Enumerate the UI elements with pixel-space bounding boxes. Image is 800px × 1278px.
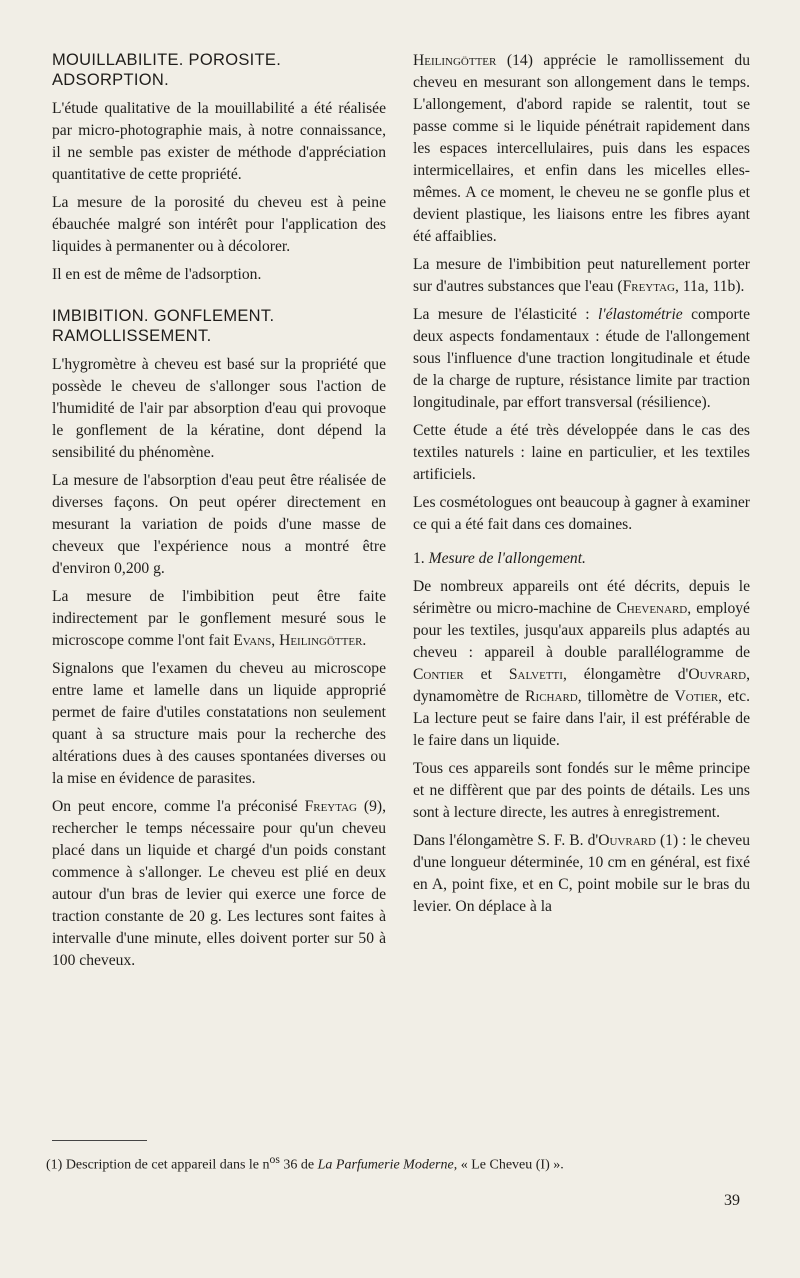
term-elastometrie: l'élastométrie xyxy=(597,306,683,323)
page-number: 39 xyxy=(724,1192,740,1209)
paragraph: De nombreux appareils ont été décrits, depuis le sérimètre ou micro-machine de Chevenard, employé pour les textiles, jusqu'aux appareils plus adaptés au cheveu : appareil à double parallélogramme de Contier et Salvetti, élongamètre d'Ouvrard, dynamomètre de Richard, tillomètre de Votier, etc. La lecture peut se faire dans l'air, il est préférable de le faire dans un liquide. xyxy=(413,578,750,749)
paragraph: Les cosmétologues ont beaucoup à gagner à examiner ce qui a été fait dans ces domaines. xyxy=(413,494,750,533)
paragraph: Dans l'élongamètre S. F. B. d'Ouvrard (1) : le cheveu d'une longueur déterminée, 10 cm en général, est fixé en A, point fixe, et en C, point mobile sur le bras du levier. On déplace à la xyxy=(413,832,750,915)
paragraph: La mesure de l'imbibition peut naturellement porter sur d'autres substances que l'eau (Freytag, 11a, 11b). xyxy=(413,256,750,295)
left-column xyxy=(52,50,386,978)
heading-mouillabilite: MOUILLABILITE. POROSITE. ADSORPTION. xyxy=(52,51,282,89)
author-name: Freytag xyxy=(304,798,357,815)
author-name: Evans, Heilingötter. xyxy=(233,632,367,649)
paragraph: Tous ces appareils sont fondés sur le même principe et ne diffèrent que par des points de détails. Les uns sont à lecture directe, les autres à enregistrement. xyxy=(413,760,750,821)
author-name: Freytag xyxy=(622,278,675,295)
author-name: Heilingötter xyxy=(413,52,497,69)
paragraph: La mesure de l'élasticité : l'élastométrie comporte deux aspects fondamentaux : étude de l'allongement sous l'influence d'une traction longitudinale et étude de la charge de rupture, résistance limite par traction longitudinale, par effort transversal (résilience). xyxy=(413,306,750,411)
paragraph: Heilingötter (14) apprécie le ramollissement du cheveu en mesurant son allongement dans le temps. L'allongement, d'abord rapide se ralentit, tout se passe comme si le liquide pénétrait rapidement dans les espaces intercellulaires, puis dans les espaces intermicellaires, et enfin dans les micelles elles-mêmes. A ce moment, le cheveu ne se gonfle plus et devient plastique, les liaisons entre les fibres ayant été affaiblies. xyxy=(413,52,750,245)
footnote: (1) Description de cet appareil dans le $n^{os}$ 36 de La Parfumerie Moderne, « Le Cheveu (I) ». xyxy=(46,1153,564,1173)
paragraph: La mesure de l'imbibition peut être faite indirectement par le gonflement mesuré sous le microscope comme l'ont fait Evans, Heilingötter. xyxy=(52,588,386,649)
right-column xyxy=(413,50,750,924)
paragraph: L'étude qualitative de la mouillabilité a été réalisée par micro-photographie mais, à notre connaissance, il ne semble pas exister de méthode d'appréciation quantitative de cette propriété. xyxy=(52,100,386,183)
paragraph: La mesure de l'absorption d'eau peut être réalisée de diverses façons. On peut opérer directement en mesurant la variation de poids d'une masse de cheveux que l'expérience nous a montré être d'environ 0,200 g. xyxy=(52,472,386,577)
paragraph: Signalons que l'examen du cheveu au microscope entre lame et lamelle dans un liquide approprié permet de faire d'utiles constatations non seulement quant à sa structure mais pour la recherche des altérations dues à des causes spontanées diverses ou la mise en évidence de parasites. xyxy=(52,660,386,787)
paragraph: On peut encore, comme l'a préconisé Freytag (9), rechercher le temps nécessaire pour qu'un cheveu placé dans un liquide et chargé d'un poids constant commence à s'allonger. Le cheveu est plié en deux autour d'un bras de levier qui exerce une force de traction constante de 20 g. Les lectures sont faites à intervalle d'une minute, elles doivent porter sur 50 à 100 cheveux. xyxy=(52,798,386,969)
subheading-allongement: 1. Mesure de l'allongement. xyxy=(413,550,586,567)
paragraph: L'hygromètre à cheveu est basé sur la propriété que possède le cheveu de s'allonger sous l'action de l'humidité de l'air par absorption d'eau qui provoque le gonflement de la kératine, dont dépend la sensibilité du phénomène. xyxy=(52,356,386,461)
heading-imbibition: IMBIBITION. GONFLEMENT. RAMOLLISSEMENT. xyxy=(52,307,275,345)
footnote-rule xyxy=(52,1140,147,1141)
paragraph: Il en est de même de l'adsorption. xyxy=(52,266,262,283)
paragraph: Cette étude a été très développée dans le cas des textiles naturels : laine en particulier, et les textiles artificiels. xyxy=(413,422,750,483)
paragraph: La mesure de la porosité du cheveu est à peine ébauchée malgré son intérêt pour l'application des liquides à permanenter ou à décolorer. xyxy=(52,194,386,255)
